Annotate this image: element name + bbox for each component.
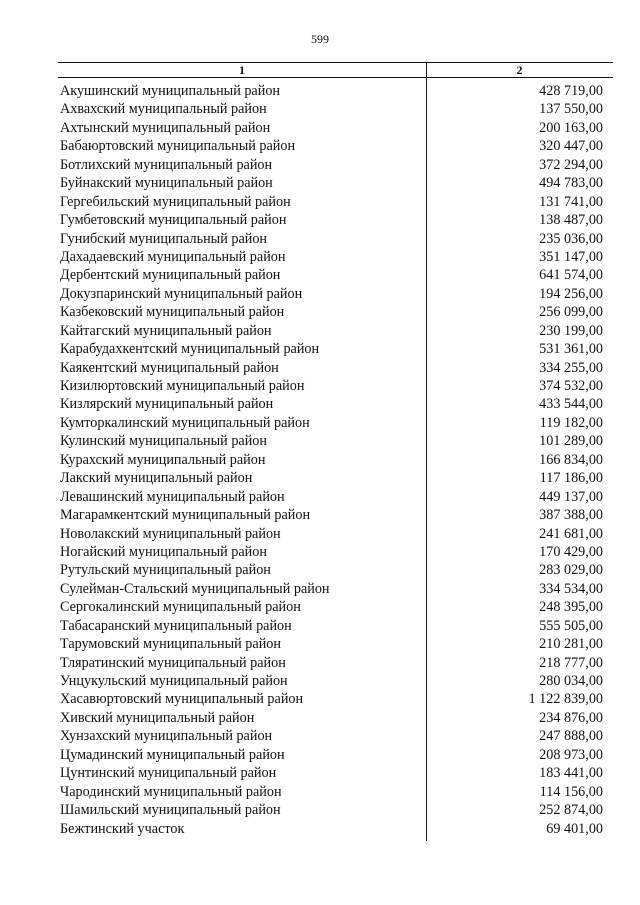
district-name: Сулейман-Стальский муниципальный район: [60, 580, 330, 597]
district-name: Тарумовский муниципальный район: [60, 636, 281, 653]
amount-value: 252 874,00: [539, 802, 603, 819]
district-name: Хунзахский муниципальный район: [60, 728, 273, 745]
amount-value: 449 137,00: [539, 488, 603, 505]
amount-value: 170 429,00: [539, 543, 603, 560]
table-row: [58, 266, 613, 284]
district-name: Ботлихский муниципальный район: [60, 156, 273, 173]
table-row: [58, 727, 613, 745]
amount-value: 183 441,00: [539, 765, 603, 782]
amount-value: 428 719,00: [539, 83, 603, 99]
district-name: Буйнакский муниципальный район: [60, 175, 273, 192]
table-row: [58, 285, 613, 303]
amount-value: 208 973,00: [539, 746, 603, 763]
district-name: Кулинский муниципальный район: [60, 433, 267, 450]
district-name: Ногайский муниципальный район: [60, 543, 267, 560]
amount-value: 320 447,00: [539, 138, 603, 155]
table-row: [58, 469, 613, 487]
district-name: Докузпаринский муниципальный район: [60, 285, 303, 302]
district-name: Лакский муниципальный район: [60, 470, 253, 487]
district-name: Кумторкалинский муниципальный район: [60, 414, 310, 431]
table-row: [58, 303, 613, 321]
district-name: Чародинский муниципальный район: [60, 783, 282, 800]
table-row: [58, 820, 613, 838]
table-row: [58, 432, 613, 450]
district-name: Рутульский муниципальный район: [60, 562, 271, 579]
table-row: [58, 137, 613, 155]
table-row: [58, 654, 613, 672]
amount-value: 210 281,00: [539, 636, 603, 653]
amount-value: 256 099,00: [539, 304, 603, 321]
district-name: Цунтинский муниципальный район: [60, 765, 277, 782]
amount-value: 280 034,00: [539, 673, 603, 689]
district-name: Кайтагский муниципальный район: [60, 322, 272, 339]
table-row: [58, 359, 613, 377]
district-name: Цумадинский муниципальный район: [60, 746, 285, 763]
district-name: Акушинский муниципальный район: [60, 83, 281, 99]
district-name: Дахадаевский муниципальный район: [60, 248, 286, 265]
district-name: Сергокалинский муниципальный район: [60, 599, 301, 616]
table-row: [58, 525, 613, 543]
table-row: [58, 156, 613, 174]
district-name: Тляратинский муниципальный район: [60, 654, 286, 671]
amount-value: 230 199,00: [539, 322, 603, 339]
district-name: Хивский муниципальный район: [60, 709, 255, 726]
district-name: Гергебильский муниципальный район: [60, 193, 291, 210]
table-row: [58, 395, 613, 413]
district-name: Кизилюртовский муниципальный район: [60, 378, 305, 394]
table-row: [58, 211, 613, 229]
amount-value: 241 681,00: [539, 525, 603, 542]
budget-table: [58, 62, 613, 838]
district-name: Бабаюртовский муниципальный район: [60, 138, 296, 155]
amount-value: 101 289,00: [539, 433, 603, 450]
amount-value: 387 388,00: [539, 507, 603, 524]
amount-value: 351 147,00: [539, 248, 603, 265]
table-row: [58, 174, 613, 192]
amount-value: 494 783,00: [539, 175, 603, 192]
district-name: Табасаранский муниципальный район: [60, 617, 292, 634]
district-name: Гунибский муниципальный район: [60, 230, 268, 247]
table-row: [58, 193, 613, 211]
amount-value: 114 156,00: [539, 783, 603, 800]
table-row: [58, 414, 613, 432]
amount-value: 131 741,00: [539, 193, 603, 210]
amount-value: 218 777,00: [539, 654, 603, 671]
table-row: [58, 506, 613, 524]
table-row: [58, 617, 613, 635]
table-row: [58, 783, 613, 801]
column-header-2: 2: [516, 63, 523, 77]
amount-value: 555 505,00: [539, 617, 603, 634]
amount-value: 283 029,00: [539, 562, 603, 579]
table-row: [58, 764, 613, 782]
amount-value: 433 544,00: [539, 396, 603, 413]
amount-value: 166 834,00: [539, 451, 603, 468]
amount-value: 247 888,00: [539, 728, 603, 745]
page-number: 599: [311, 32, 329, 46]
district-name: Казбековский муниципальный район: [60, 304, 285, 321]
table-row: [58, 377, 613, 395]
amount-value: 372 294,00: [539, 156, 603, 173]
district-name: Ахвахский муниципальный район: [60, 101, 267, 118]
table-row: [58, 746, 613, 764]
table-row: [58, 119, 613, 137]
district-name: Новолакский муниципальный район: [60, 525, 281, 542]
district-name: Карабудахкентский муниципальный район: [60, 341, 320, 358]
table-row: [58, 635, 613, 653]
table-row: [58, 543, 613, 561]
table-row: [58, 598, 613, 616]
district-name: Унцукульский муниципальный район: [60, 673, 288, 689]
amount-value: 119 182,00: [539, 414, 603, 431]
amount-value: 334 255,00: [539, 359, 603, 376]
table-row: [58, 801, 613, 819]
amount-value: 641 574,00: [539, 267, 603, 284]
amount-value: 334 534,00: [539, 580, 603, 597]
district-name: Кизлярский муниципальный район: [60, 396, 274, 413]
district-name: Левашинский муниципальный район: [60, 488, 285, 505]
table-row: [58, 488, 613, 506]
amount-value: 200 163,00: [539, 119, 603, 136]
district-name: Гумбетовский муниципальный район: [60, 212, 287, 229]
table-row: [58, 709, 613, 727]
amount-value: 1 122 839,00: [528, 691, 603, 708]
table-body: [58, 82, 613, 838]
column-header-1: 1: [239, 63, 245, 77]
table-row: [58, 322, 613, 340]
district-name: Дербентский муниципальный район: [60, 267, 281, 284]
amount-value: 138 487,00: [539, 212, 603, 229]
amount-value: 69 401,00: [546, 820, 603, 837]
table-header: [58, 62, 613, 78]
district-name: Шамильский муниципальный район: [60, 802, 281, 819]
amount-value: 194 256,00: [539, 285, 603, 302]
district-name: Хасавюртовский муниципальный район: [60, 691, 304, 708]
amount-value: 235 036,00: [539, 230, 603, 247]
district-name: Бежтинский участок: [60, 820, 185, 837]
table-row: [58, 690, 613, 708]
table-row: [58, 561, 613, 579]
table-row: [58, 82, 613, 100]
amount-value: 117 186,00: [539, 470, 603, 487]
amount-value: 137 550,00: [539, 101, 603, 118]
table-row: [58, 672, 613, 690]
district-name: Ахтынский муниципальный район: [60, 119, 271, 136]
amount-value: 374 532,00: [539, 378, 603, 394]
amount-value: 234 876,00: [539, 709, 603, 726]
table-row: [58, 451, 613, 469]
table-row: [58, 230, 613, 248]
amount-value: 531 361,00: [539, 341, 603, 358]
district-name: Каякентский муниципальный район: [60, 359, 279, 376]
column-divider: [426, 62, 427, 841]
table-row: [58, 580, 613, 598]
district-name: Магарамкентский муниципальный район: [60, 507, 311, 524]
amount-value: 248 395,00: [539, 599, 603, 616]
table-row: [58, 340, 613, 358]
district-name: Курахский муниципальный район: [60, 451, 266, 468]
table-row: [58, 248, 613, 266]
table-row: [58, 100, 613, 118]
